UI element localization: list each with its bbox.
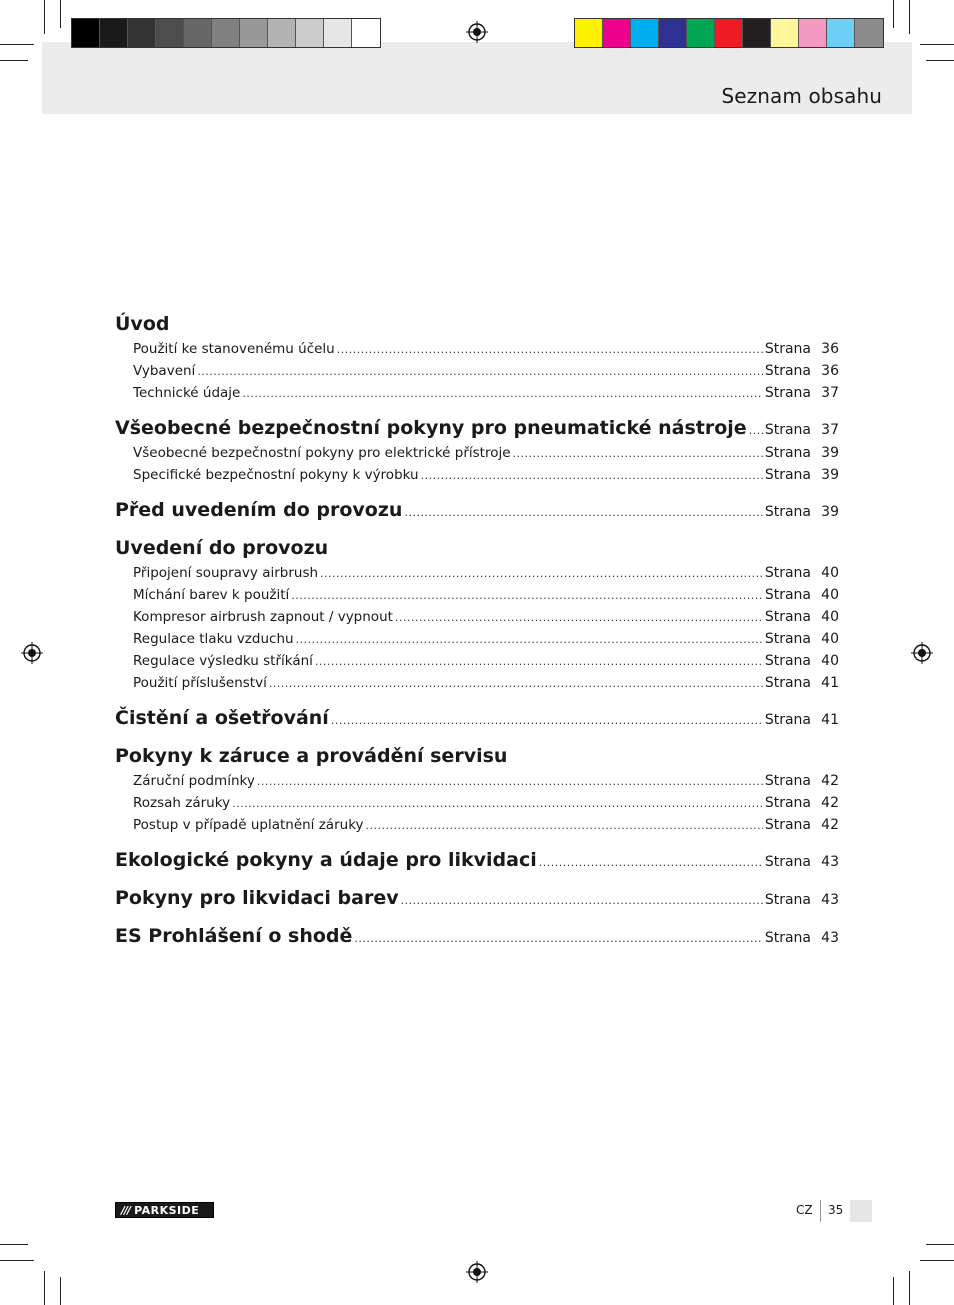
toc-item-row[interactable] xyxy=(115,382,839,404)
toc-leader-dots xyxy=(269,673,763,695)
page-title: Seznam obsahu xyxy=(721,84,882,108)
cmyk-color-bar xyxy=(574,18,884,48)
toc-item-row[interactable] xyxy=(115,464,839,486)
color-swatch xyxy=(100,19,128,47)
parkside-logo xyxy=(115,1202,214,1218)
toc-strana-label: Strana xyxy=(764,504,811,520)
toc-item-title: Rozsah záruky xyxy=(133,795,231,811)
toc-page-number: 40 xyxy=(821,587,839,603)
toc-item-title: Míchání barev k použití xyxy=(133,587,290,603)
toc-item-row[interactable] xyxy=(115,814,839,836)
toc-leader-dots xyxy=(366,815,763,837)
color-swatch xyxy=(72,19,100,47)
toc-leader-dots xyxy=(296,629,763,651)
toc-strana-label: Strana xyxy=(764,445,811,461)
toc-page-number: 41 xyxy=(821,712,839,728)
crop-mark xyxy=(926,1244,954,1245)
toc-leader-dots xyxy=(749,417,763,445)
toc-strana-label: Strana xyxy=(764,565,811,581)
color-swatch xyxy=(268,19,296,47)
toc-leader-dots xyxy=(197,361,763,383)
toc-section xyxy=(115,534,839,694)
crop-mark xyxy=(920,44,954,45)
crop-mark xyxy=(920,1260,954,1261)
toc-strana-label: Strana xyxy=(764,587,811,603)
crop-mark xyxy=(0,60,28,61)
toc-item-row[interactable] xyxy=(115,338,839,360)
toc-item-title: Technické údaje xyxy=(133,385,241,401)
toc-section-title: ES Prohlášení o shodě xyxy=(115,925,353,947)
color-swatch xyxy=(743,19,771,47)
color-swatch xyxy=(799,19,827,47)
toc-section xyxy=(115,310,839,404)
toc-item-row[interactable] xyxy=(115,562,839,584)
color-swatch xyxy=(603,19,631,47)
toc-strana-label: Strana xyxy=(764,712,811,728)
footer-divider xyxy=(820,1200,821,1222)
color-swatch xyxy=(659,19,687,47)
toc-page-number: 43 xyxy=(821,892,839,908)
footer-box xyxy=(850,1200,872,1222)
toc-item-title: Vybavení xyxy=(133,363,196,379)
color-swatch xyxy=(715,19,743,47)
toc-item-title: Specifické bezpečnostní pokyny k výrobku xyxy=(133,467,419,483)
toc-strana-label: Strana xyxy=(764,341,811,357)
toc-section-row[interactable] xyxy=(115,884,839,912)
toc-section xyxy=(115,742,839,836)
color-swatch xyxy=(687,19,715,47)
toc-item-row[interactable] xyxy=(115,442,839,464)
toc-item-row[interactable] xyxy=(115,360,839,382)
toc-page-number: 41 xyxy=(821,675,839,691)
toc-leader-dots xyxy=(257,771,763,793)
toc-section-row[interactable] xyxy=(115,922,839,950)
toc-item-row[interactable] xyxy=(115,770,839,792)
toc-section-title: Všeobecné bezpečnostní pokyny pro pneumatické nástroje xyxy=(115,417,747,439)
toc-leader-dots xyxy=(331,707,763,735)
registration-mark-icon xyxy=(911,642,933,664)
toc-section xyxy=(115,414,839,486)
color-swatch xyxy=(184,19,212,47)
crop-mark xyxy=(0,1244,28,1245)
toc-section-title[interactable]: Pokyny k záruce a provádění servisu xyxy=(115,745,508,767)
toc-section-title: Čistění a ošetřování xyxy=(115,707,329,729)
toc-leader-dots xyxy=(337,339,763,361)
toc-section-row[interactable] xyxy=(115,496,839,524)
toc-leader-dots xyxy=(354,925,762,953)
toc-leader-dots xyxy=(401,887,763,915)
toc-page-number: 42 xyxy=(821,817,839,833)
toc-page-number: 36 xyxy=(821,341,839,357)
color-swatch xyxy=(352,19,380,47)
language-code: CZ xyxy=(796,1203,813,1217)
toc-leader-dots xyxy=(232,793,763,815)
crop-mark xyxy=(926,60,954,61)
toc-leader-dots xyxy=(315,651,763,673)
toc-item-row[interactable] xyxy=(115,650,839,672)
color-swatch xyxy=(631,19,659,47)
toc-section-row[interactable] xyxy=(115,414,839,442)
color-swatch xyxy=(827,19,855,47)
toc-strana-label: Strana xyxy=(764,795,811,811)
registration-mark-icon xyxy=(21,642,43,664)
color-swatch xyxy=(771,19,799,47)
toc-strana-label: Strana xyxy=(764,675,811,691)
crop-mark xyxy=(60,1277,61,1305)
toc-leader-dots xyxy=(320,563,763,585)
toc-item-row[interactable] xyxy=(115,628,839,650)
toc-section xyxy=(115,846,839,874)
crop-mark xyxy=(893,1277,894,1305)
toc-page-number: 42 xyxy=(821,773,839,789)
toc-strana-label: Strana xyxy=(764,653,811,669)
color-swatch xyxy=(296,19,324,47)
toc-strana-label: Strana xyxy=(764,773,811,789)
crop-mark xyxy=(909,0,910,34)
toc-section-title: Pokyny pro likvidaci barev xyxy=(115,887,399,909)
registration-mark-icon xyxy=(466,21,488,43)
crop-mark xyxy=(0,44,34,45)
color-swatch xyxy=(156,19,184,47)
toc-page-number: 40 xyxy=(821,631,839,647)
toc-page-number: 43 xyxy=(821,854,839,870)
toc-strana-label: Strana xyxy=(764,631,811,647)
toc-strana-label: Strana xyxy=(764,467,811,483)
toc-leader-dots xyxy=(395,607,763,629)
toc-page-number: 39 xyxy=(821,467,839,483)
toc-strana-label: Strana xyxy=(764,363,811,379)
toc-strana-label: Strana xyxy=(764,385,811,401)
toc-page-number: 36 xyxy=(821,363,839,379)
toc-page-number: 40 xyxy=(821,609,839,625)
toc-page-number: 39 xyxy=(821,504,839,520)
color-swatch xyxy=(324,19,352,47)
toc-leader-dots xyxy=(421,465,763,487)
crop-mark xyxy=(909,1271,910,1305)
toc-section-title[interactable]: Úvod xyxy=(115,313,170,335)
toc-strana-label: Strana xyxy=(764,609,811,625)
color-swatch xyxy=(212,19,240,47)
toc-item-row[interactable] xyxy=(115,606,839,628)
color-swatch xyxy=(855,19,883,47)
color-swatch xyxy=(575,19,603,47)
toc-leader-dots xyxy=(291,585,763,607)
color-swatch xyxy=(128,19,156,47)
toc-page-number: 43 xyxy=(821,930,839,946)
toc-strana-label: Strana xyxy=(764,817,811,833)
crop-mark xyxy=(44,1271,45,1305)
toc-item-title: Použití ke stanovenému účelu xyxy=(133,341,335,357)
toc-leader-dots xyxy=(242,383,762,405)
toc-leader-dots xyxy=(404,499,762,527)
toc-strana-label: Strana xyxy=(764,422,811,438)
toc-page-number: 37 xyxy=(821,385,839,401)
toc-leader-dots xyxy=(513,443,763,465)
toc-page-number: 42 xyxy=(821,795,839,811)
toc-item-title: Regulace tlaku vzduchu xyxy=(133,631,294,647)
toc-item-title: Použití příslušenství xyxy=(133,675,267,691)
toc-section xyxy=(115,884,839,912)
toc-page-number: 39 xyxy=(821,445,839,461)
table-of-contents xyxy=(115,310,839,960)
toc-section-title: Ekologické pokyny a údaje pro likvidaci xyxy=(115,849,537,871)
toc-item-title: Všeobecné bezpečnostní pokyny pro elektrické přístroje xyxy=(133,445,511,461)
toc-strana-label: Strana xyxy=(764,930,811,946)
logo-slashes: /// xyxy=(121,1203,131,1217)
toc-item-row[interactable] xyxy=(115,584,839,606)
toc-leader-dots xyxy=(539,849,763,877)
toc-item-title: Připojení soupravy airbrush xyxy=(133,565,319,581)
toc-item-title: Záruční podmínky xyxy=(133,773,255,789)
toc-item-title: Regulace výsledku stříkání xyxy=(133,653,313,669)
toc-section xyxy=(115,704,839,732)
crop-mark xyxy=(60,0,61,28)
toc-item-row[interactable] xyxy=(115,792,839,814)
gray-color-bar xyxy=(71,18,381,48)
toc-section-title: Před uvedením do provozu xyxy=(115,499,403,521)
toc-section-row[interactable] xyxy=(115,704,839,732)
logo-text: PARKSIDE xyxy=(134,1203,200,1217)
toc-section-title[interactable]: Uvedení do provozu xyxy=(115,537,329,559)
crop-mark xyxy=(893,0,894,28)
registration-mark-icon xyxy=(466,1261,488,1283)
toc-item-title: Kompresor airbrush zapnout / vypnout xyxy=(133,609,393,625)
toc-item-title: Postup v případě uplatnění záruky xyxy=(133,817,364,833)
toc-section xyxy=(115,496,839,524)
toc-strana-label: Strana xyxy=(764,892,811,908)
toc-page-number: 40 xyxy=(821,653,839,669)
toc-page-number: 40 xyxy=(821,565,839,581)
page-number: 35 xyxy=(828,1203,844,1217)
crop-mark xyxy=(0,1260,34,1261)
color-swatch xyxy=(240,19,268,47)
toc-section-row[interactable] xyxy=(115,846,839,874)
toc-strana-label: Strana xyxy=(764,854,811,870)
crop-mark xyxy=(44,0,45,34)
toc-page-number: 37 xyxy=(821,422,839,438)
toc-item-row[interactable] xyxy=(115,672,839,694)
toc-section xyxy=(115,922,839,950)
